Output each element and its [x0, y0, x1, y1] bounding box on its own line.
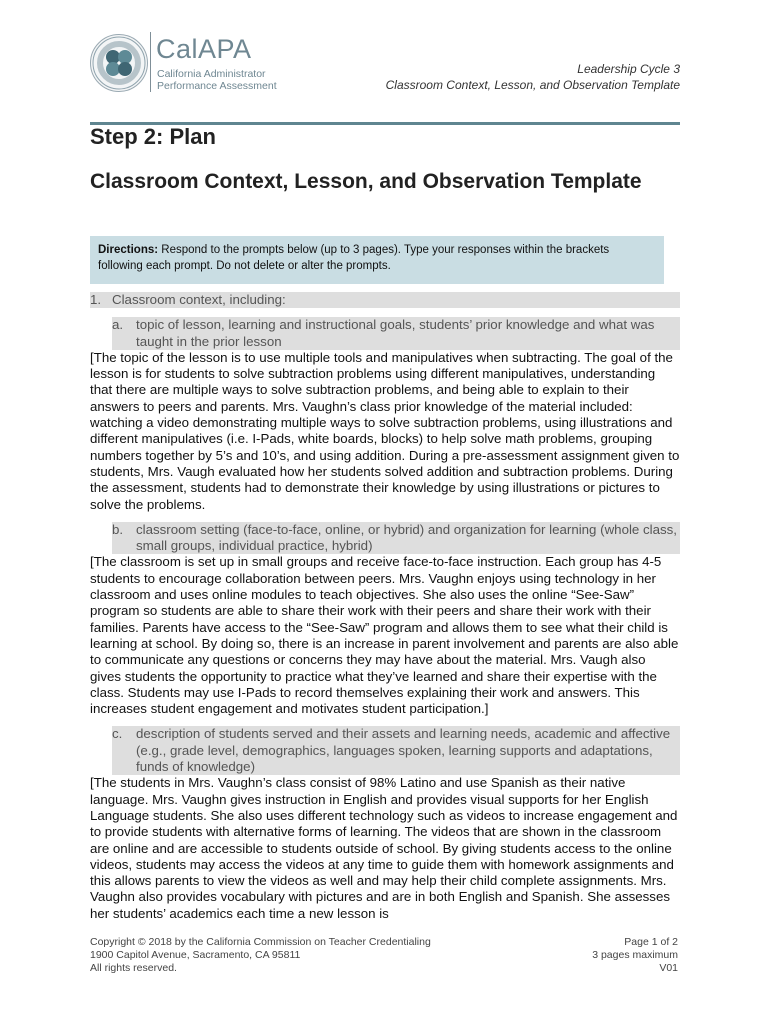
- document-title: Classroom Context, Lesson, and Observation Template: [90, 170, 642, 193]
- prompt-letter: c.: [112, 726, 123, 742]
- prompt-a: [112, 317, 680, 350]
- directions-label: Directions:: [98, 244, 159, 256]
- prompt-b: [112, 522, 680, 555]
- footer-address: 1900 Capitol Avenue, Sacramento, CA 95811: [90, 949, 301, 961]
- version: V01: [659, 962, 678, 974]
- logo-name: CalAPA: [156, 34, 252, 64]
- prompt-text: classroom setting (face-to-face, online, or hybrid) and organization for learning (whole class, small groups, individual practice, hybrid): [136, 521, 678, 554]
- page-number: Page 1 of 2: [624, 936, 678, 948]
- response-c: [The students in Mrs. Vaughn’s class consist of 98% Latino and use Spanish as their native language. Mrs. Vaughn gives instruction in English and provides visual supports for her English Language students. She also uses different technology such as videos to increase engagement and to provide students with alternative forms of learning. The videos that are shown in the classroom are online and are accessible to students outside of school. By giving students access to the online videos, students may access the videos at any time to guide them with homework assignments and this allows parents to view the videos as well and may help their child complete assignments. Mrs. Vaughn also provides vocabulary with pictures and are in both English and Spanish. She assesses her students’ academics each time a new lesson is: [90, 775, 678, 921]
- document-body: [90, 292, 680, 922]
- prompt-text: description of students served and their assets and learning needs, academic and affective (e.g., grade level, demographics, languages spoken, learning supports and adaptations, funds of knowledge): [136, 726, 671, 775]
- response-a: [The topic of the lesson is to use multiple tools and manipulatives when subtracting. The goal of the lesson is for students to solve subtraction problems using different manipulatives, understanding that there are multiple ways to solve subtraction problems, and being able to explain to their answers to peers and parents. Mrs. Vaughn’s class prior knowledge of the material included: watching a video demonstrating multiple ways to solve subtraction problems, using illustrations and different manipulatives (i.e. I-Pads, white boards, blocks) to help solve math problems, grouping numbers together by 5’s and 10’s, and using addition. During a pre-assessment assignment given to students, Mrs. Vaugh evaluated how her students solved addition and subtraction problems. During the assessment, students had to demonstrate their knowledge by using illustrations or pictures to solve the problems.: [90, 349, 680, 512]
- item-heading: [90, 292, 680, 308]
- header-template-name: Classroom Context, Lesson, and Observation Template: [385, 78, 680, 92]
- footer-right: [592, 936, 678, 975]
- logo-subtitle-1: California Administrator: [157, 68, 266, 80]
- prompt-letter: a.: [112, 317, 124, 333]
- prompt-letter: b.: [112, 521, 124, 537]
- directions-text: Respond to the prompts below (up to 3 pages). Type your responses within the brackets following each prompt. Do not delete or alter the prompts.: [98, 244, 610, 272]
- prompt-text: topic of lesson, learning and instructional goals, students’ prior knowledge and what was taught in the prior lesson: [136, 317, 655, 349]
- footer-rights: All rights reserved.: [90, 962, 177, 974]
- logo-subtitle-2: Performance Assessment: [157, 80, 277, 92]
- response-b: [The classroom is set up in small groups and receive face-to-face instruction. Each group has 4-5 students to encourage collaboration between peers. Mrs. Vaughn enjoys using technology in her classroom and uses online modules to teach objectives. She also uses the online “See-Saw” program so students are able to share their work with their peers and share their work with their families. Parents have access to the “See-Saw” program and allows them to see what their child is learning at school. By doing so, there is an increase in parent involvement and parents are also able to communicate any questions or concerns they may have about the material. Mrs. Vaugh also gives students the opportunity to practice what they’ve learned and share their expertise with the class. Students may use I-Pads to record themselves explaining their work and answers. This increases student engagement and motivates student participation.]: [90, 554, 679, 717]
- directions-box: [90, 236, 664, 284]
- calapa-seal-icon: [90, 34, 148, 92]
- step-title: Step 2: Plan: [90, 124, 216, 149]
- page-header: [90, 30, 680, 120]
- logo-divider: [150, 32, 151, 92]
- item-label: Classroom context, including:: [112, 292, 286, 307]
- header-cycle: Leadership Cycle 3: [577, 62, 680, 76]
- item-number: 1.: [90, 292, 102, 307]
- footer-copyright: Copyright © 2018 by the California Commission on Teacher Credentialing: [90, 936, 431, 948]
- footer-left: [90, 936, 431, 975]
- prompt-c: [112, 726, 680, 775]
- page-limit: 3 pages maximum: [592, 949, 678, 961]
